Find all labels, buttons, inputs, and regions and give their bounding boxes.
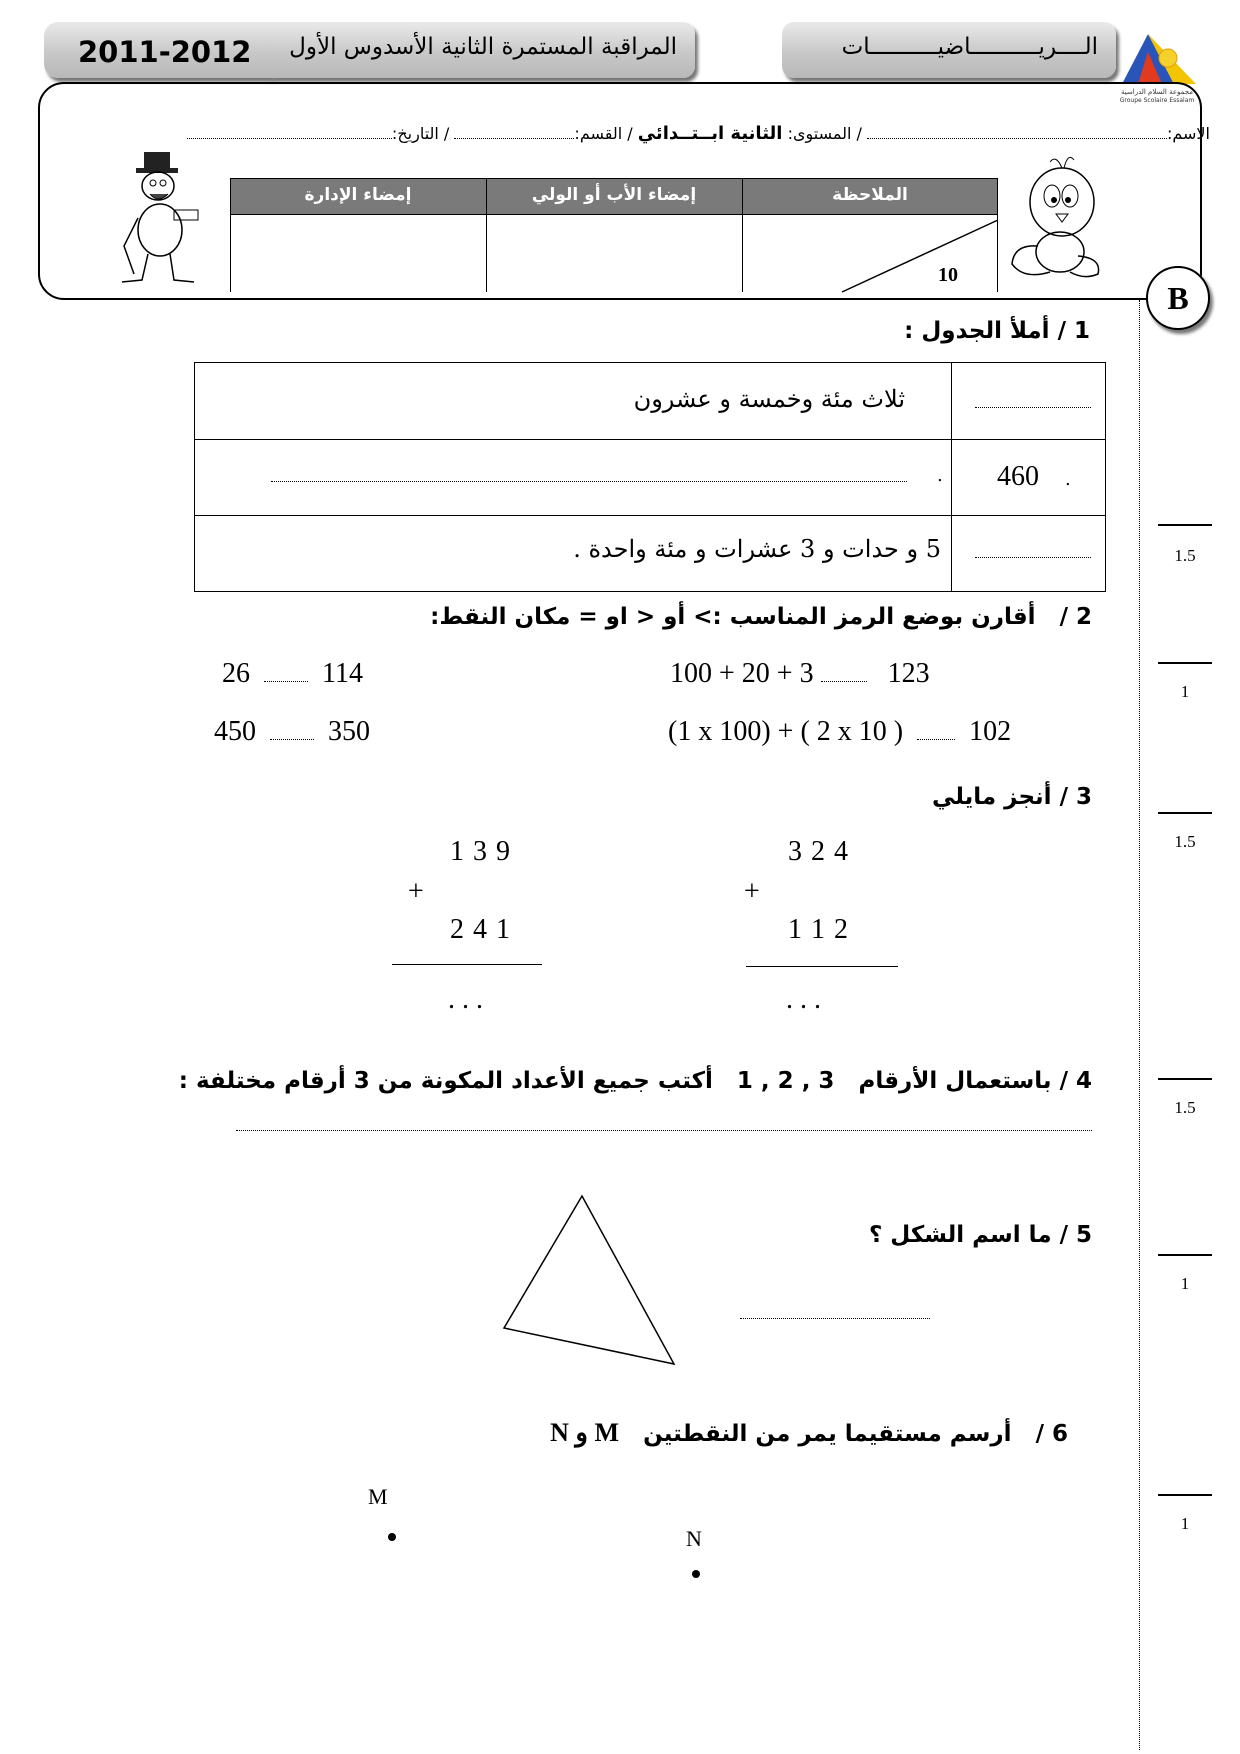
q3-op1-result[interactable]: . . . [786, 984, 821, 1015]
q1-heading: 1 / أملأ الجدول : [904, 318, 1090, 344]
q4-title-b: أكتب جميع الأعداد المكونة من 3 أرقام مختلفة : [178, 1068, 713, 1094]
q5-number: 5 [1075, 1222, 1092, 1248]
school-year: 2011-2012 [78, 35, 252, 69]
q4-answer-field[interactable] [236, 1130, 1092, 1131]
q4-digits: 1 , 2 , 3 [736, 1068, 835, 1094]
q1-row2-number: 460 [997, 461, 1039, 492]
q3-heading: 3 / أنجز مايلي [931, 784, 1092, 810]
q1-row3-words: 5 و حدات و 3 عشرات و مئة واحدة . [573, 535, 941, 563]
q3-mark: 1.5 [1174, 832, 1196, 851]
q4-mark: 1.5 [1174, 1098, 1196, 1117]
q2-item3: 26 114 [222, 658, 363, 689]
q1-row1-words: ثلاث مئة وخمسة و عشرون [633, 385, 905, 413]
q5-heading: 5 / ما اسم الشكل ؟ [868, 1222, 1092, 1248]
q6-heading: 6 / أرسم مستقيما يمر من النقطتين M و N [550, 1418, 1068, 1447]
exam-title: المراقبة المستمرة الثانية الأسدوس الأول [289, 34, 677, 60]
name-label: الاسم: [1166, 124, 1210, 143]
subject-title: الــــريــــــــــاضيــــــــــات [841, 34, 1098, 60]
q3-op1-top: 3 2 4 [788, 836, 849, 867]
q6-title: أرسم مستقيما يمر من النقطتين [643, 1421, 1012, 1447]
score-diagonal [840, 218, 1000, 294]
q2-title: أقارن بوضع الرمز المناسب :> أو < او = مكان النقط: [430, 604, 1036, 630]
q3-op2-sign: + [408, 876, 424, 907]
q2-item2: (1 x 100) + ( 2 x 10 ) 102 [668, 716, 1012, 747]
q3-op2-top: 1 3 9 [450, 836, 511, 867]
q3-op1-bottom: 1 1 2 [788, 914, 849, 945]
q3-op1-rule [746, 966, 898, 967]
section-field[interactable] [454, 138, 574, 139]
col-note-header: الملاحظة [832, 185, 908, 205]
q2-mark: 1 [1180, 682, 1190, 701]
q2-number: 2 [1075, 604, 1092, 630]
exam-title-box [270, 22, 695, 78]
q6-drawing-area[interactable] [200, 1470, 1100, 1730]
grades-table [230, 178, 998, 292]
q4-number: 4 [1075, 1068, 1092, 1094]
date-field[interactable] [187, 138, 392, 139]
section-label: / القسم: [574, 124, 633, 143]
svg-text:Groupe Scolaire Essalam: Groupe Scolaire Essalam [1119, 97, 1195, 104]
q1-table: ثلاث مئة وخمسة و عشرون 460 . . 5 و حدات و 3 عشرات و مئة واحدة . [194, 362, 1106, 592]
svg-text:مجموعة السلام الدراسية: مجموعة السلام الدراسية [1121, 88, 1193, 96]
q3-title: أنجز مايلي [931, 784, 1052, 810]
student-info-line [187, 123, 1210, 144]
max-score: 10 [938, 264, 958, 286]
col-parent-header: إمضاء الأب أو الولي [531, 185, 697, 205]
cartoon-duck-image [108, 148, 208, 288]
subject-box [782, 22, 1116, 78]
q2-item3-answer[interactable] [264, 681, 308, 682]
q6-points: M و N [550, 1418, 620, 1447]
q6-number: 6 [1051, 1421, 1068, 1447]
q1-row2-words-field[interactable] [271, 481, 907, 482]
version-letter: B [1167, 280, 1189, 316]
q3-number: 3 [1075, 784, 1092, 810]
q3-op2-rule [392, 964, 542, 965]
q3-op2-result[interactable]: . . . [448, 984, 483, 1015]
q2-item2-answer[interactable] [917, 739, 955, 740]
q2-item1-answer[interactable] [821, 681, 867, 682]
parent-signature-field[interactable] [488, 216, 740, 290]
q4-heading: 4 / باستعمال الأرقام 1 , 2 , 3 أكتب جميع الأعداد المكونة من 3 أرقام مختلفة : [178, 1068, 1092, 1094]
q4-title-a: باستعمال الأرقام [858, 1068, 1052, 1094]
year-box [44, 22, 272, 78]
q5-answer-field[interactable] [740, 1318, 930, 1319]
level-value: الثانية ابــتــدائي [637, 123, 783, 144]
margin-line [1139, 300, 1140, 1750]
q1-title: أملأ الجدول : [904, 318, 1050, 344]
triangle-shape [496, 1190, 686, 1370]
q2-item4-answer[interactable] [270, 739, 314, 740]
q1-row1-number-field[interactable] [975, 407, 1091, 408]
q6-mark: 1 [1180, 1514, 1190, 1533]
point-n-label: N [686, 1526, 702, 1551]
admin-signature-field[interactable] [232, 216, 484, 290]
q1-row3-number-field[interactable] [975, 557, 1091, 558]
level-label: / المستوى: [787, 124, 862, 143]
cartoon-bird-image [1004, 148, 1114, 284]
q2-item4: 450 350 [214, 716, 370, 747]
point-m-label: M [368, 1484, 388, 1509]
name-field[interactable] [867, 138, 1167, 139]
q1-mark: 1.5 [1174, 546, 1196, 565]
col-admin-header: إمضاء الإدارة [304, 185, 412, 205]
q2-heading: 2 / أقارن بوضع الرمز المناسب :> أو < او = مكان النقط: [430, 604, 1092, 630]
q3-op1-sign: + [744, 876, 760, 907]
date-label: / التاريخ: [391, 124, 450, 143]
q2-item1: 100 + 20 + 3 123 [670, 658, 930, 689]
q5-title: ما اسم الشكل ؟ [868, 1222, 1052, 1248]
q5-mark: 1 [1180, 1274, 1190, 1293]
version-badge [1146, 266, 1210, 330]
q1-number: 1 [1073, 318, 1090, 344]
q3-op2-bottom: 2 4 1 [450, 914, 511, 945]
